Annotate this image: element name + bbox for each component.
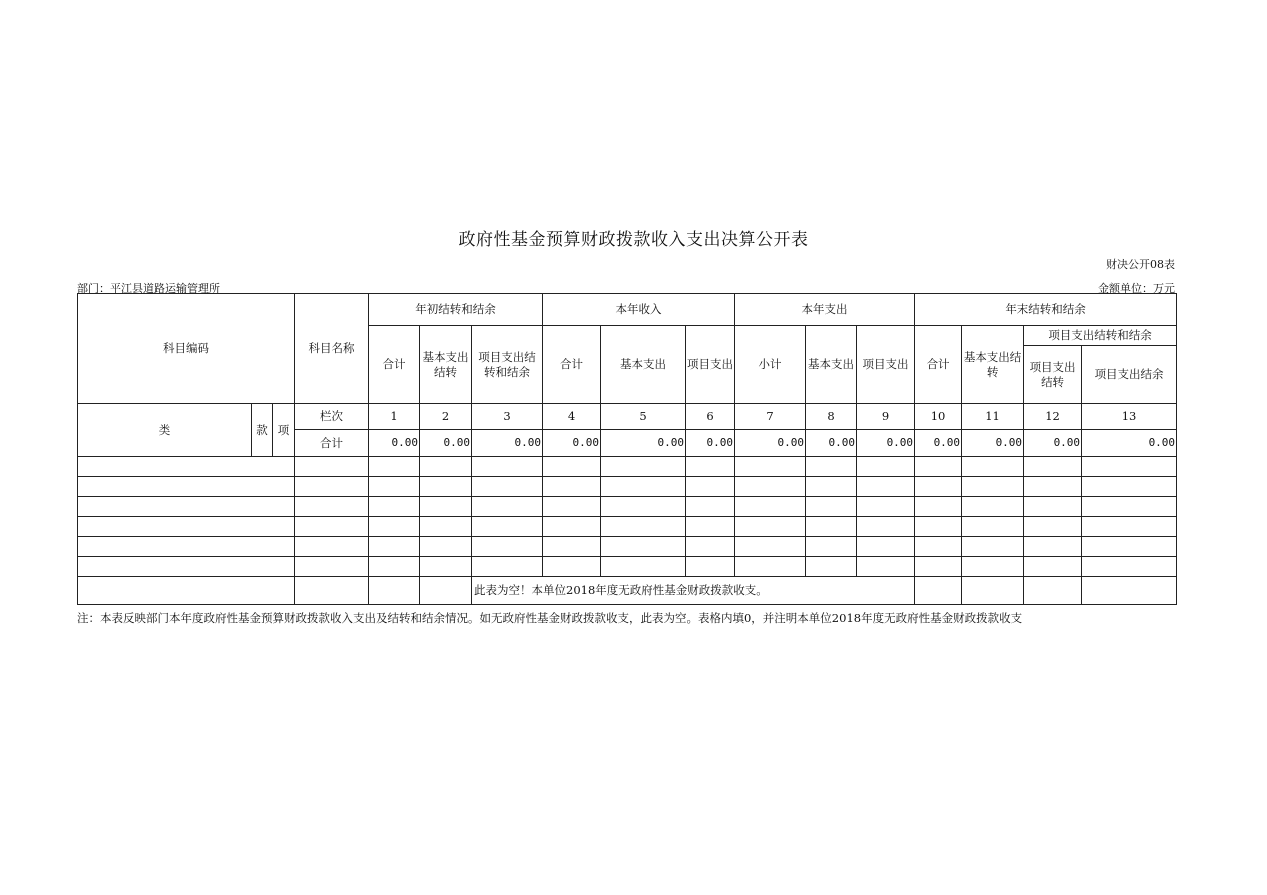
header-kuan: 款	[252, 404, 273, 457]
empty-data-row	[78, 557, 1177, 577]
column-number: 1	[369, 404, 420, 430]
header-col-4: 合计	[543, 326, 601, 404]
header-subject-code: 科目编码	[78, 294, 295, 404]
form-number: 财决公开08表	[1106, 258, 1175, 271]
header-col-13: 项目支出结余	[1082, 346, 1177, 404]
empty-data-row	[78, 457, 1177, 477]
header-project-sub-group: 项目支出结转和结余	[1024, 326, 1177, 346]
empty-notice-row	[78, 577, 1177, 605]
total-value: 0.00	[543, 430, 601, 457]
column-number: 4	[543, 404, 601, 430]
document-title: 政府性基金预算财政拨款收入支出决算公开表	[458, 230, 809, 250]
total-value: 0.00	[1082, 430, 1177, 457]
header-col-7: 小计	[735, 326, 806, 404]
header-subject-name: 科目名称	[295, 294, 369, 404]
header-col-3: 项目支出结转和结余	[472, 326, 543, 404]
total-value: 0.00	[806, 430, 857, 457]
column-number: 5	[601, 404, 686, 430]
column-index-row	[78, 404, 1177, 430]
column-number: 12	[1024, 404, 1082, 430]
header-col-9: 项目支出	[857, 326, 915, 404]
total-value: 0.00	[962, 430, 1024, 457]
column-number: 7	[735, 404, 806, 430]
header-row-1	[78, 294, 1177, 326]
department-label: 部门：平江县道路运输管理所	[77, 282, 220, 295]
empty-data-row	[78, 497, 1177, 517]
total-value: 0.00	[686, 430, 735, 457]
total-value: 0.00	[420, 430, 472, 457]
header-col-12: 项目支出结转	[1024, 346, 1082, 404]
empty-data-row	[78, 517, 1177, 537]
empty-data-row	[78, 477, 1177, 497]
header-lei: 类	[78, 404, 252, 457]
row-index-label: 栏次	[295, 404, 369, 430]
column-number: 9	[857, 404, 915, 430]
column-number: 8	[806, 404, 857, 430]
footnote: 注：本表反映部门本年度政府性基金预算财政拨款收入支出及结转和结余情况。如无政府性基金财政拨款收支，此表为空。表格内填0，并注明本单位2018年度无政府性基金财政拨款收支	[77, 611, 1023, 625]
amount-unit-label: 金额单位：万元	[1098, 282, 1175, 295]
header-group-income: 本年收入	[543, 294, 735, 326]
column-number: 13	[1082, 404, 1177, 430]
total-value: 0.00	[472, 430, 543, 457]
total-label: 合计	[295, 430, 369, 457]
header-col-6: 项目支出	[686, 326, 735, 404]
column-number: 2	[420, 404, 472, 430]
header-xiang: 项	[273, 404, 295, 457]
header-col-11: 基本支出结转	[962, 326, 1024, 404]
header-col-1: 合计	[369, 326, 420, 404]
header-group-expense: 本年支出	[735, 294, 915, 326]
fund-budget-table	[77, 293, 1177, 605]
total-value: 0.00	[601, 430, 686, 457]
empty-table-notice: 此表为空！本单位2018年度无政府性基金财政拨款收支。	[472, 577, 915, 605]
header-group-opening: 年初结转和结余	[369, 294, 543, 326]
total-value: 0.00	[915, 430, 962, 457]
total-value: 0.00	[735, 430, 806, 457]
empty-data-row	[78, 537, 1177, 557]
header-col-5: 基本支出	[601, 326, 686, 404]
header-col-10: 合计	[915, 326, 962, 404]
total-value: 0.00	[369, 430, 420, 457]
column-number: 6	[686, 404, 735, 430]
header-group-closing: 年末结转和结余	[915, 294, 1177, 326]
column-number: 3	[472, 404, 543, 430]
column-number: 10	[915, 404, 962, 430]
header-col-2: 基本支出结转	[420, 326, 472, 404]
total-value: 0.00	[857, 430, 915, 457]
total-value: 0.00	[1024, 430, 1082, 457]
column-number: 11	[962, 404, 1024, 430]
header-col-8: 基本支出	[806, 326, 857, 404]
